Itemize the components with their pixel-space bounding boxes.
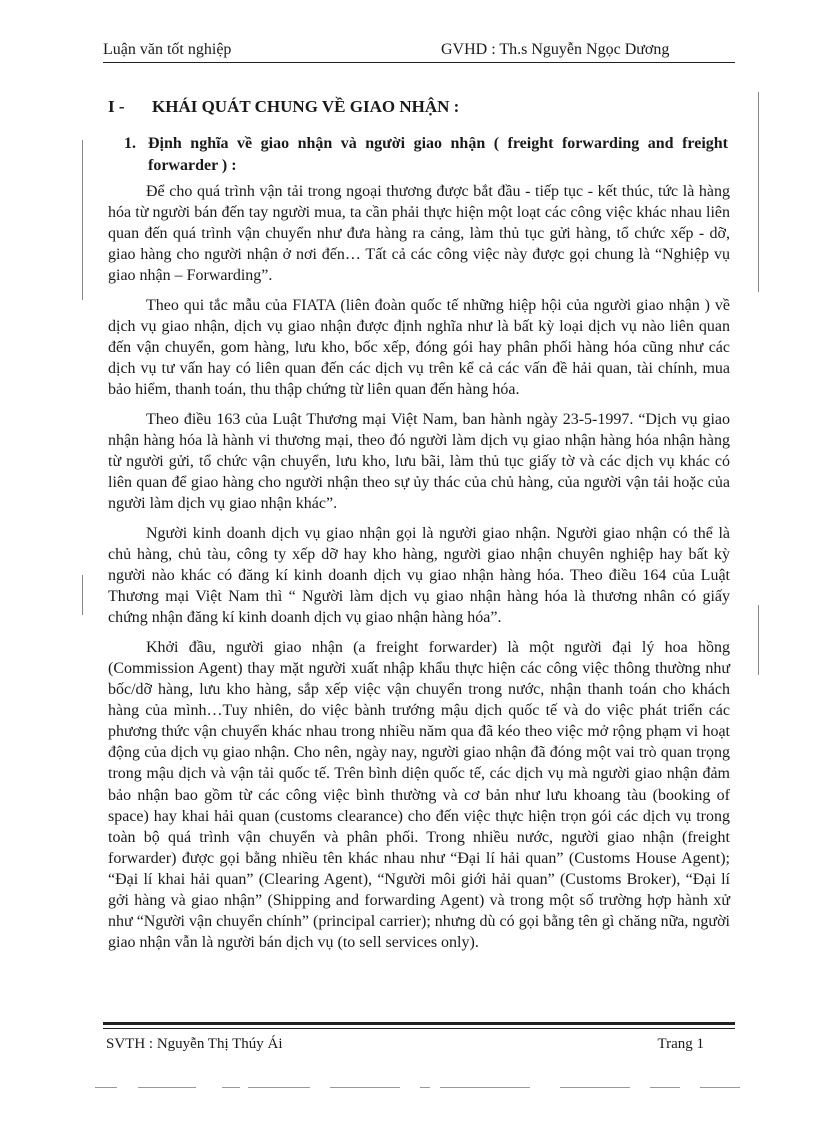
subsection-heading [124,133,728,177]
body-text [108,181,730,962]
scan-dash [330,1087,400,1088]
scan-dash [560,1087,630,1088]
section-title: KHÁI QUÁT CHUNG VỀ GIAO NHẬN : [152,97,460,116]
scan-margin-line [82,575,83,615]
subsection-title: Định nghĩa về giao nhận và người giao nhận ( freight forwarding and freight forwarder ) : [148,135,728,174]
scan-dash [138,1087,196,1088]
paragraph: Để cho quá trình vận tải trong ngoại thương được bắt đầu - tiếp tục - kết thúc, tức là hàng hóa từ người bán đến tay người mua, ta cần phải thực hiện một loạt các công việc khác nhau liên quan đến quá trình vận chuyển như đưa hàng ra cảng, làm thủ tục gửi hàng, tổ chức xếp - dỡ, giao hàng cho người nhận ở nơi đến… Tất cả các công việc này được gọi chung là “Nghiệp vụ giao nhận – Forwarding”. [108,183,730,285]
section-heading [108,96,728,118]
scan-margin-line [758,92,759,292]
scan-margin-line [82,140,83,300]
scan-dash [440,1087,530,1088]
scan-dash [95,1087,117,1088]
scan-dash [222,1087,240,1088]
footer-rule-thick [103,1022,735,1025]
section-number: I - [108,97,125,116]
paragraph: Người kinh doanh dịch vụ giao nhận gọi là người giao nhận. Người giao nhận có thể là chủ hàng, chủ tàu, công ty xếp dỡ hay kho hàng, người giao nhận chuyên nghiệp hay bất kỳ người nào khác có đăng kí kinh doanh dịch vụ giao nhận hàng hóa. Theo điều 164 của Luật Thương mại Việt Nam thì “ Người làm dịch vụ giao nhận hàng hóa là thương nhân có giấy chứng nhận đăng kí kinh doanh dịch vụ giao nhận hàng hóa”. [108,524,730,627]
page-number: Trang 1 [657,1036,704,1052]
footer-student: SVTH : Nguyễn Thị Thúy Ái [106,1036,283,1052]
header-advisor: GVHD : Th.s Nguyễn Ngọc Dương [441,41,670,58]
scan-dash [420,1087,430,1088]
scan-dash [248,1087,310,1088]
subsection-number: 1. [124,135,136,152]
header-rule [103,62,735,63]
paragraph: Khởi đầu, người giao nhận (a freight forwarder) là một người đại lý hoa hồng (Commission Agent) thay mặt người xuất nhập khẩu thực hiện các công việc thông thường như bốc/dỡ hàng, lưu kho hàng, sắp xếp việc vận chuyển trong nước, nhận thanh toán cho khách hàng của mình…Tuy nhiên, do việc bành trướng mậu dịch quốc tế và do việc phát triển các phương thức vận chuyển khác nhau trong nhiều năm qua đã kéo theo việc mở rộng phạm vi hoạt động của dịch vụ giao nhận. Cho nên, ngày nay, người giao nhận đã đóng một vai trò quan trọng trong mậu dịch và vận tải quốc tế. Trên bình diện quốc tế, các dịch vụ mà người giao nhận đảm bảo nhận bao gồm từ các công việc bình thường và cơ bản như lưu khoang tàu (booking of space) hay khai hải quan (customs clearance) cho đến việc thực hiện trọn gói các dịch vụ trong toàn bộ quá trình vận chuyển và phân phối. Trong nhiều nước, người giao nhận (freight forwarder) được gọi bằng nhiều tên khác nhau như “Đại lí hải quan” (Customs House Agent); “Đại lí khai hải quan” (Clearing Agent), “Người môi giới hải quan” (Customs Broker), “Đại lí gởi hàng và giao nhận” (Shipping and forwarding Agent) và trong một số trường hợp hành xử như “Người vận chuyển chính” (principal carrier); nhưng dù có gọi bằng tên gì chăng nữa, người giao nhận vẫn là người bán dịch vụ (to sell services only). [108,638,730,952]
paragraph: Theo điều 163 của Luật Thương mại Việt Nam, ban hành ngày 23-5-1997. “Dịch vụ giao nhận hàng hóa là hành vi thương mại, theo đó người làm dịch vụ giao nhận hàng hóa nhận hàng từ người gửi, tổ chức vận chuyển, lưu kho, lưu bãi, làm thủ tục giấy tờ và các dịch vụ khác có liên quan để giao hàng cho người nhận theo sự ủy thác của chủ hàng, của người vận tải hoặc của người làm dịch vụ giao nhận khác”. [108,410,730,513]
scan-margin-line [758,605,759,675]
paragraph: Theo qui tắc mẫu của FIATA (liên đoàn quốc tế những hiệp hội của người giao nhận ) về dịch vụ giao nhận, dịch vụ giao nhận được định nghĩa như là bất kỳ loại dịch vụ nào liên quan đến vận chuyển, gom hàng, lưu kho, bốc xếp, đóng gói hay phân phối hàng hóa cũng như các dịch vụ tư vấn hay có liên quan đến các dịch vụ trên kể cả các vấn đề hải quan, tài chính, mua bảo hiểm, thanh toán, thu thập chứng từ liên quan đến hàng hóa. [108,296,730,399]
scan-dash [650,1087,680,1088]
footer-rule-thin [103,1028,735,1029]
scan-dash [700,1087,740,1088]
header-thesis-label: Luận văn tốt nghiệp [103,41,232,58]
